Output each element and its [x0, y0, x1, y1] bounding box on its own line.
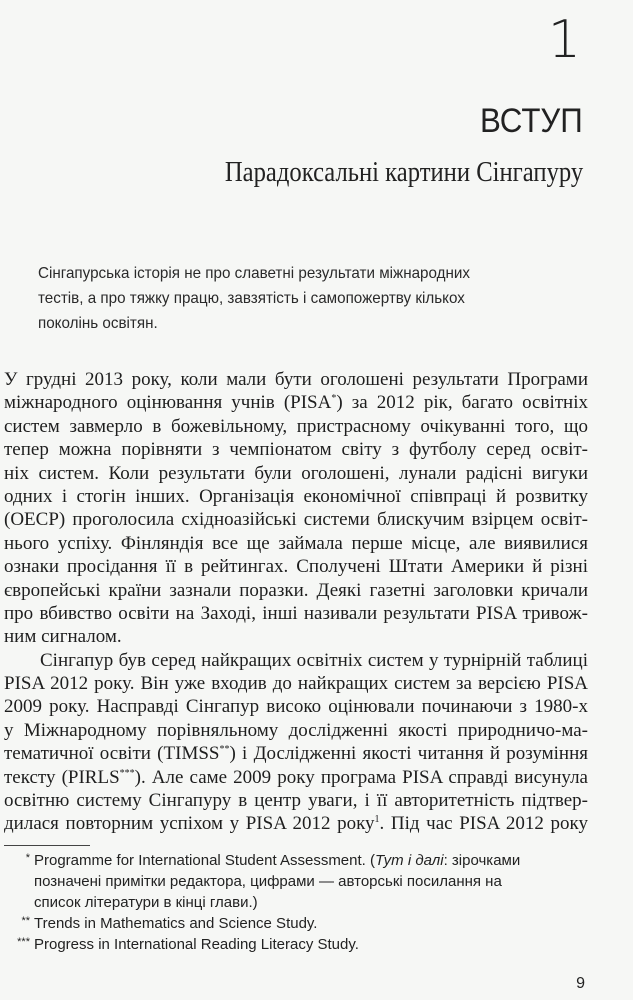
text-segment: позначені примітки редактора, цифрами — авторські посилання на [34, 873, 502, 890]
footnote [4, 934, 564, 955]
footnote [4, 850, 564, 913]
text-line [4, 462, 588, 485]
text-segment: . Під час PISA 2012 року [379, 813, 588, 835]
text-line [4, 719, 588, 742]
text-line [4, 812, 588, 835]
text-line [4, 695, 588, 718]
text-segment: ) за 2012 рік, багато освітніх [336, 392, 588, 414]
italic-text: Тут і далі [375, 852, 444, 869]
footnote-line [34, 892, 564, 913]
footnote-line [34, 871, 564, 892]
chapter-number: 1 [547, 10, 581, 70]
text-segment: список літератури в кінці глави.) [34, 894, 258, 911]
footnote-line [34, 913, 564, 934]
text-line [4, 789, 588, 812]
body-text [4, 368, 588, 836]
text-segment: тексту (PIRLS [4, 766, 120, 788]
epigraph-line: поколінь освітян. [38, 315, 158, 332]
footnote-divider [4, 845, 90, 846]
text-segment: одних і стогін інших. Організація економічної співпраці й розвитку [4, 485, 588, 507]
footnote-reference: *** [119, 767, 135, 779]
text-segment: Programme for International Student Assessment. ( [34, 852, 375, 869]
text-line [4, 415, 588, 438]
text-segment: тематичної освіти (TIMSS [4, 743, 220, 765]
footnote-mark: *** [17, 936, 30, 948]
footnote-text [34, 934, 564, 955]
epigraph-line: Сінгапурська історія не про славетні результати міжнародних [38, 265, 470, 282]
text-segment: європейські країни зазнали поразки. Деякі газетні заголовки кричали [4, 579, 588, 601]
text-line [4, 438, 588, 461]
text-segment: ніх систем. Коли результати були оголошені, лунали радісні вигуки [4, 462, 588, 484]
footnotes [4, 850, 564, 955]
footnote-line [34, 934, 564, 955]
footnote-mark: ** [21, 915, 30, 927]
text-line [4, 485, 588, 508]
text-line [4, 555, 588, 578]
text-line [4, 368, 588, 391]
footnote-mark: * [25, 852, 30, 864]
text-segment: у Міжнародному порівняльному дослідженні якості природничо-ма- [4, 719, 588, 741]
footnote-reference: * [331, 393, 337, 405]
text-line [4, 532, 588, 555]
text-line [4, 742, 588, 765]
chapter-subtitle: Парадоксальні картини Сінгапуру [224, 157, 583, 188]
text-segment: освітню систему Сінгапуру в центр уваги, і її авторитетність підтвер- [4, 790, 588, 812]
text-line [4, 579, 588, 602]
text-segment: ) і Дослідженні якості читання й розуміння [229, 743, 588, 765]
text-line [4, 625, 588, 648]
text-segment: про вбивство освіти на Заході, інші називали результати PISA тривож- [4, 602, 588, 624]
text-line [4, 391, 588, 414]
text-segment: ). Але саме 2009 року програма PISA справді висунула [134, 766, 588, 788]
text-segment: Progress in International Reading Literacy Study. [34, 936, 359, 953]
text-segment: ознаки просідання її в рейтингах. Сполучені Штати Америки й різні [4, 556, 588, 578]
text-segment: Trends in Mathematics and Science Study. [34, 915, 318, 932]
text-line [4, 672, 588, 695]
text-segment: дилася повторним успіхом у PISA 2012 року [4, 813, 375, 835]
text-line [4, 602, 588, 625]
text-segment: тепер можна порівняти з чемпіонатом світу з футболу серед освіт- [4, 439, 588, 461]
text-segment: Сінгапур був серед найкращих освітніх систем у турнірній таблиці [40, 649, 588, 671]
text-segment: У грудні 2013 року, коли мали бути оголошені результати Програми [4, 369, 588, 390]
footnote-reference: ** [219, 744, 230, 756]
chapter-title: ВСТУП [480, 102, 583, 140]
text-segment: : зірочками [443, 852, 521, 869]
text-segment: 2009 року. Насправді Сінгапур високо оцінювали починаючи з 1980-х [4, 696, 588, 718]
text-line [4, 649, 588, 672]
footnote [4, 913, 564, 934]
text-segment: PISA 2012 року. Він уже входив до найкращих систем за версією PISA [4, 673, 588, 695]
text-segment: ним сигналом. [4, 626, 122, 648]
text-segment: (ОЕСР) проголосила східноазійські системи блискучим взірцем освіт- [4, 509, 588, 531]
text-segment: міжнародного оцінювання учнів (PISA [4, 392, 332, 414]
text-segment: нього успіху. Фінляндія все ще займала перше місце, але виявилися [4, 532, 588, 554]
footnote-text [34, 850, 564, 913]
page-number: 9 [576, 975, 585, 992]
text-line [4, 508, 588, 531]
footnote-line [34, 850, 564, 871]
text-segment: систем завмерло в божевільному, пристрасному очікуванні того, що [4, 415, 588, 437]
epigraph-line: тестів, а про тяжку працю, завзятість і самопожертву кількох [38, 290, 465, 307]
text-line [4, 766, 588, 789]
epigraph [38, 261, 470, 336]
footnote-reference: 1 [374, 814, 380, 826]
footnote-text [34, 913, 564, 934]
